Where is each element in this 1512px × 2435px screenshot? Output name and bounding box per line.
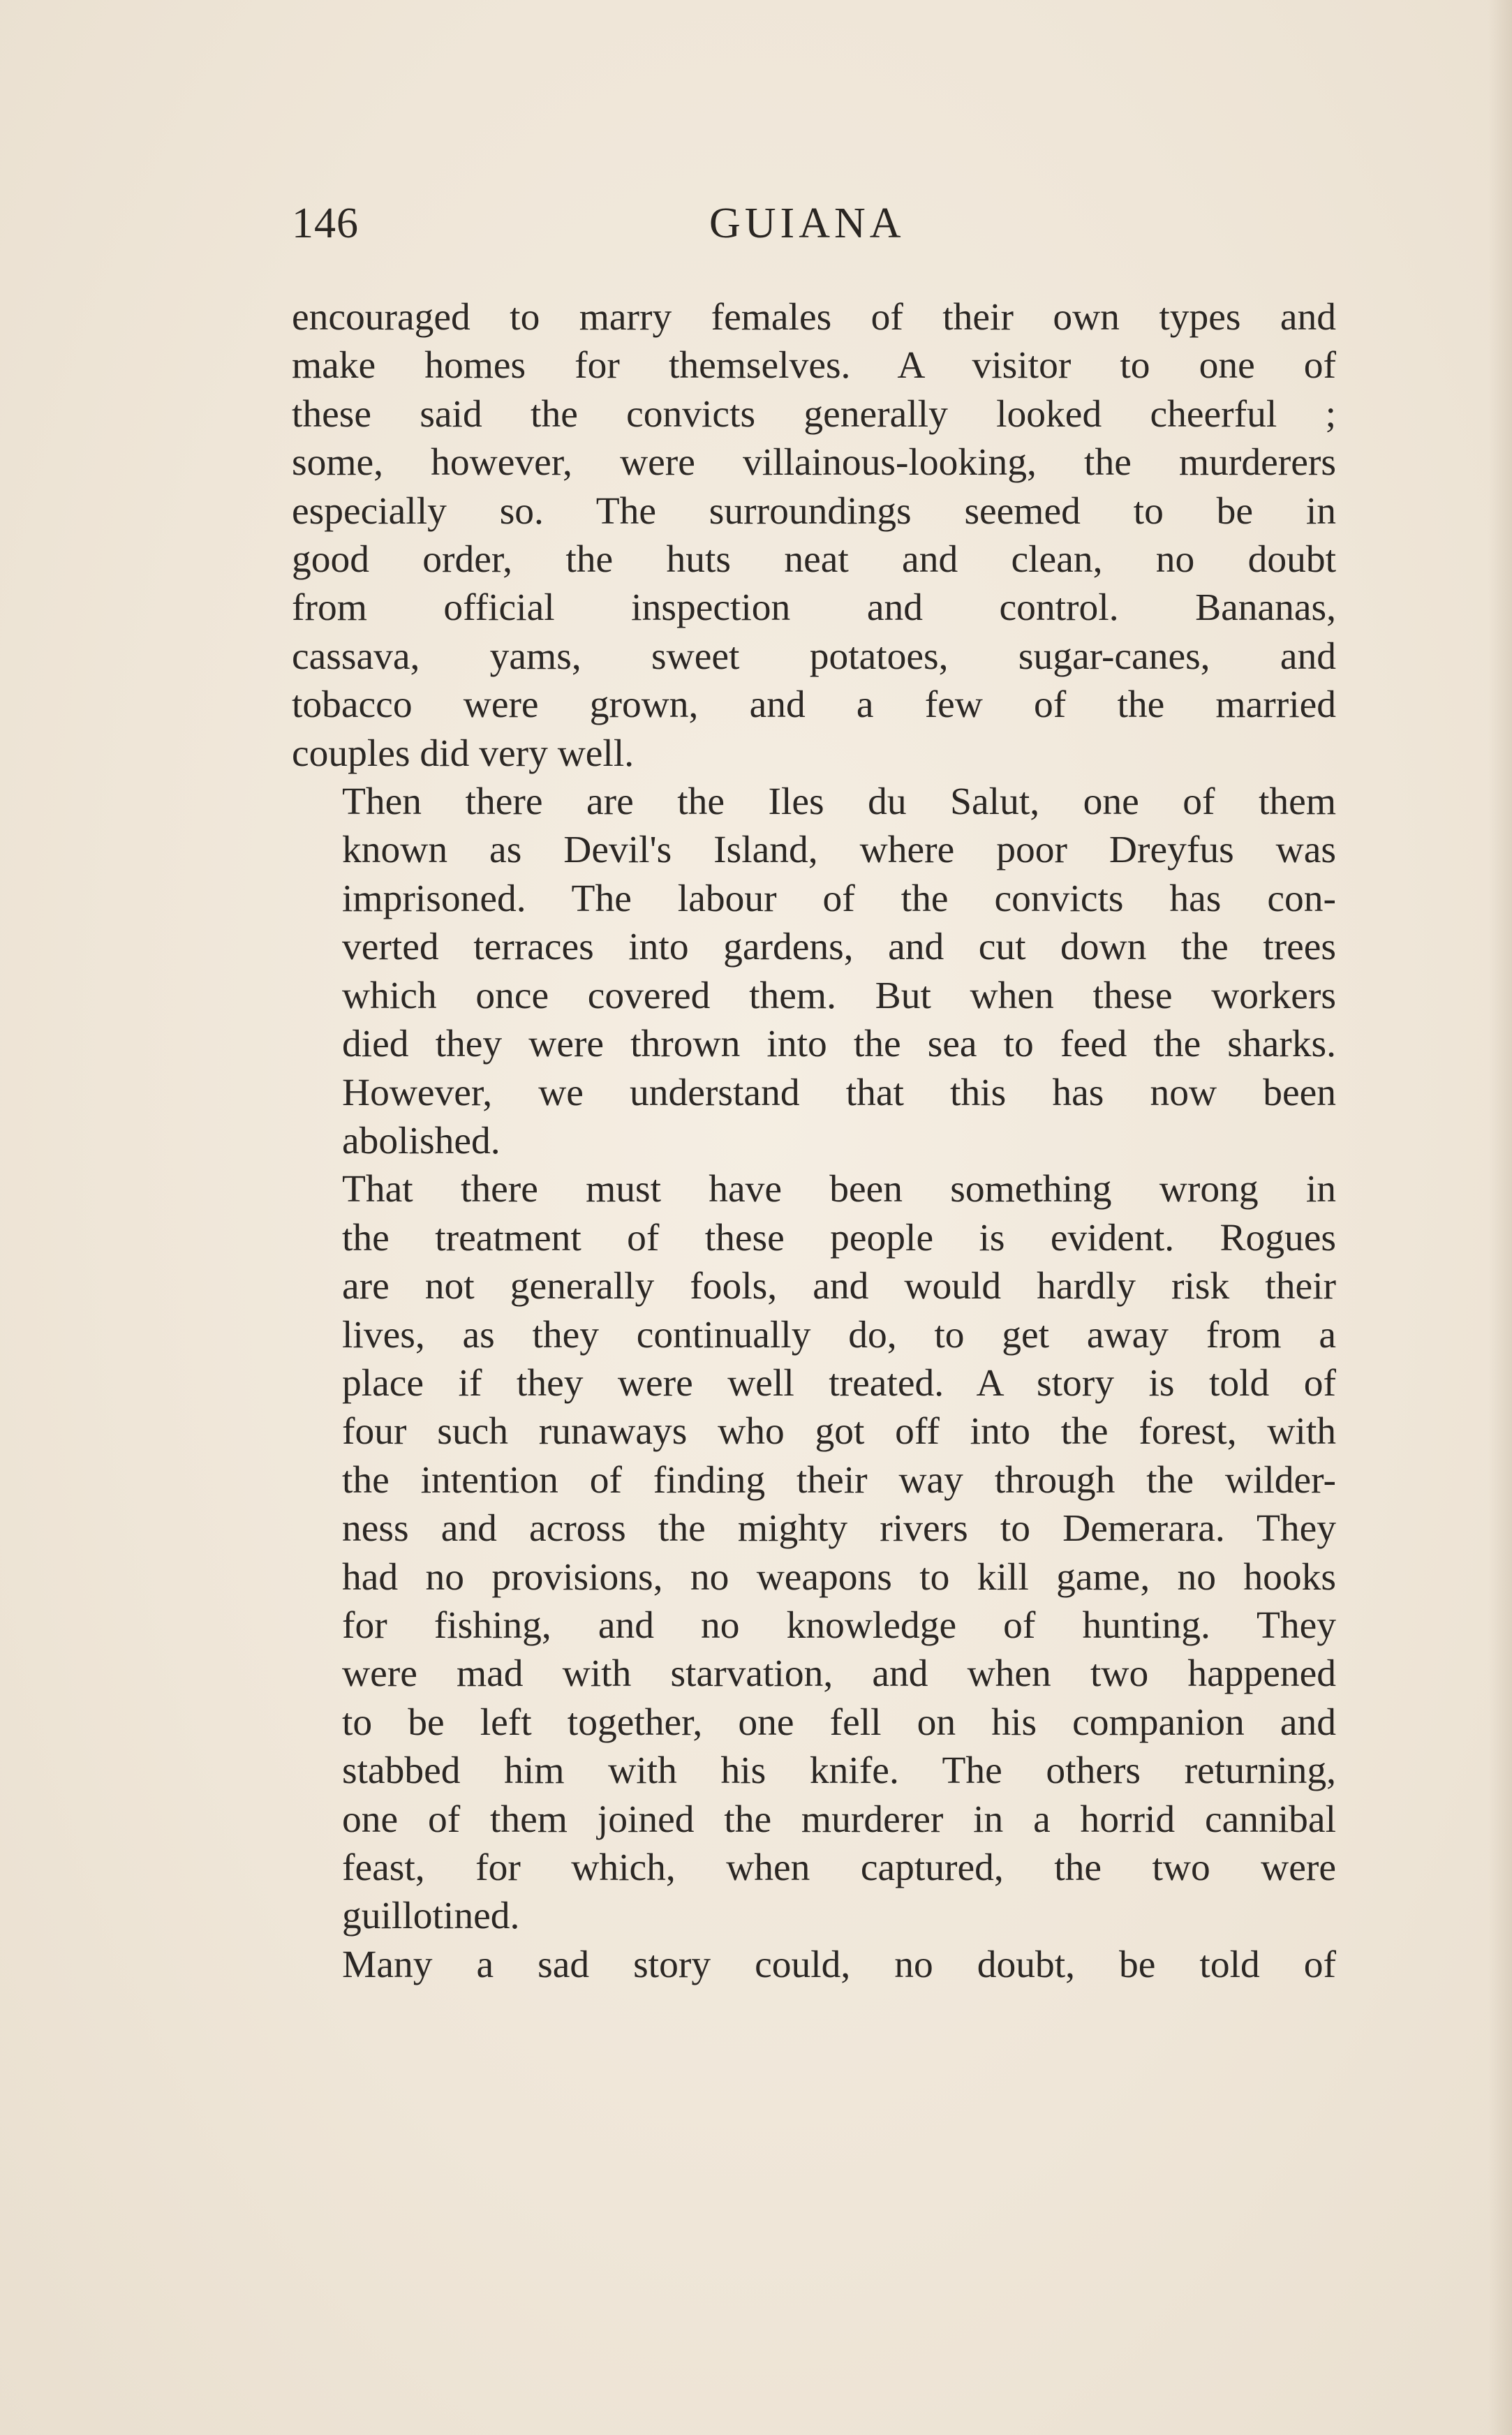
text-line: couples did very well. (292, 732, 635, 775)
text-line: some, however, were villainous-looking, the murderers (292, 441, 1336, 484)
text-line: the intention of finding their way through the wilder- (342, 1458, 1336, 1502)
paragraph (292, 778, 1336, 1165)
text-line: Many a sad story could, no doubt, be told of (342, 1943, 1336, 1986)
text-line: from official inspection and control. Bananas, (292, 586, 1336, 630)
page-header (292, 199, 1339, 255)
text-line: place if they were well treated. A story is told of (342, 1361, 1336, 1405)
text-line: good order, the huts neat and clean, no doubt (292, 538, 1336, 582)
text-line: for fishing, and no knowledge of hunting. They (342, 1604, 1336, 1647)
text-line: the treatment of these people is evident. Rogues (342, 1216, 1336, 1259)
text-line: to be left together, one fell on his companion and (342, 1701, 1336, 1744)
text-line: encouraged to marry females of their own types and (292, 296, 1336, 339)
page-number: 146 (292, 200, 359, 247)
text-line: ness and across the mighty rivers to Demerara. They (342, 1507, 1336, 1550)
text-line: lives, as they continually do, to get away from a (342, 1313, 1336, 1356)
page-edge-shadow (1488, 0, 1512, 2435)
text-line: known as Devil's Island, where poor Dreyfus was (342, 829, 1336, 872)
text-line: were mad with starvation, and when two happened (342, 1652, 1336, 1696)
running-head: GUIANA (709, 200, 905, 247)
paragraph (292, 1941, 1336, 1989)
text-line: four such runaways who got off into the forest, with (342, 1410, 1336, 1453)
text-line: which once covered them. But when these workers (342, 974, 1336, 1017)
text-line: had no provisions, no weapons to kill game, no hooks (342, 1555, 1336, 1599)
text-line: are not generally fools, and would hardly risk their (342, 1265, 1336, 1308)
text-line: these said the convicts generally looked cheerful ; (292, 392, 1336, 436)
text-line: cassava, yams, sweet potatoes, sugar-canes, and (292, 635, 1336, 678)
text-line: Then there are the Iles du Salut, one of them (342, 780, 1336, 824)
text-line: guillotined. (342, 1895, 520, 1938)
text-line: verted terraces into gardens, and cut down the trees (342, 926, 1336, 969)
body-text (292, 293, 1336, 1989)
text-line: That there must have been something wrong in (342, 1168, 1336, 1211)
text-line: feast, for which, when captured, the two were (342, 1846, 1336, 1889)
text-line: died they were thrown into the sea to feed the sharks. (342, 1023, 1336, 1066)
text-line: However, we understand that this has now been (342, 1071, 1336, 1114)
paragraph (292, 1165, 1336, 1941)
text-line: abolished. (342, 1119, 501, 1162)
text-line: especially so. The surroundings seemed to be in (292, 489, 1336, 533)
paragraph (292, 293, 1336, 778)
text-line: stabbed him with his knife. The others returning, (342, 1749, 1336, 1793)
text-line: imprisoned. The labour of the convicts has con- (342, 877, 1336, 920)
text-line: tobacco were grown, and a few of the married (292, 683, 1336, 727)
text-line: one of them joined the murderer in a horrid cannibal (342, 1798, 1336, 1841)
text-line: make homes for themselves. A visitor to one of (292, 344, 1336, 387)
